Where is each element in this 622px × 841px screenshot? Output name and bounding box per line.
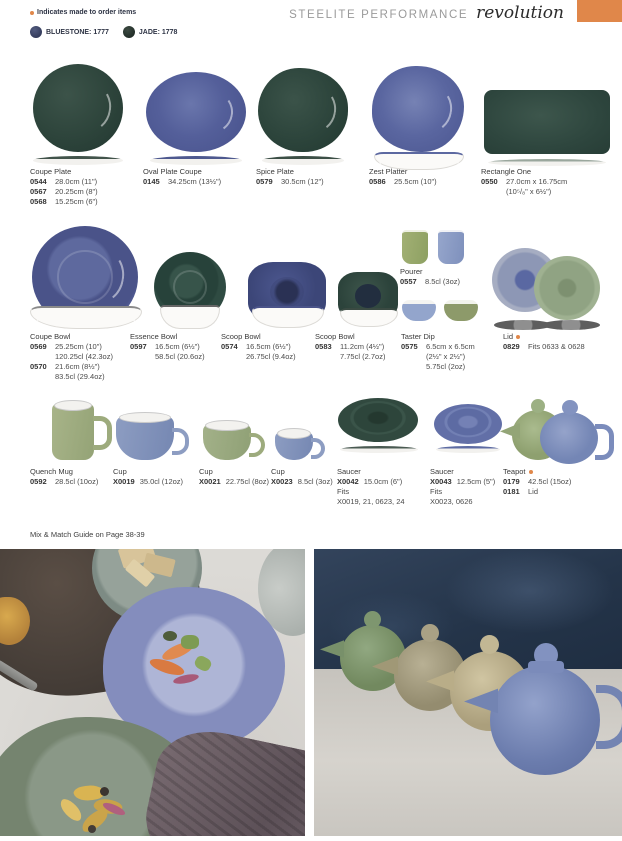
spec-text: 8.5cl (3oz) <box>297 477 333 486</box>
spec-text: Fits <box>430 487 443 496</box>
product-name <box>401 332 475 342</box>
spec-text: 35.0cl (12oz) <box>139 477 184 486</box>
teapot-blue-front <box>490 665 600 775</box>
spec-text: 15.25cm (6") <box>55 197 98 206</box>
spec-text: 58.5cl (20.6oz) <box>155 352 205 361</box>
spec-line <box>256 177 324 187</box>
product-name <box>256 167 324 177</box>
spec-line <box>30 477 98 487</box>
spec-line <box>337 497 405 507</box>
spec-text: 22.75cl (8oz) <box>225 477 270 486</box>
spec-line <box>30 342 113 352</box>
teapot-blue-front-neck <box>528 661 564 673</box>
name-text: Coupe Bowl <box>30 332 71 341</box>
product-cup-x0023 <box>271 467 333 487</box>
spec-code: 0569 <box>30 342 47 351</box>
spec-line <box>221 342 296 352</box>
spec-line <box>30 372 113 382</box>
spec-code: 0592 <box>30 477 47 486</box>
spec-line <box>401 362 475 372</box>
product-name <box>503 467 571 477</box>
spec-text: 16.5cm (6½") <box>155 342 200 351</box>
avocado <box>181 635 199 649</box>
spec-line <box>401 352 475 362</box>
pourer-blue-image <box>438 230 464 264</box>
spec-line <box>199 477 269 487</box>
bluestone-label: BLUESTONE: 1777 <box>46 28 109 36</box>
bowl-ring <box>173 270 208 304</box>
product-saucer-x0042 <box>337 467 405 507</box>
teapot-khaki-knob <box>421 624 439 642</box>
spec-text: X0023, 0626 <box>430 497 473 506</box>
spec-text: 28.5cl (10oz) <box>55 477 99 486</box>
spec-line <box>481 187 567 197</box>
name-text: Saucer <box>430 467 454 476</box>
name-text: Scoop Bowl <box>315 332 355 341</box>
spec-text: 34.25cm (13½") <box>168 177 222 186</box>
product-name <box>337 467 405 477</box>
spec-line <box>369 177 437 187</box>
spec-text: Fits 0633 & 0628 <box>528 342 585 351</box>
product-spice-plate <box>256 167 324 187</box>
product-name <box>130 332 205 342</box>
jade-label: JADE: 1778 <box>138 28 178 36</box>
product-quench-mug <box>30 467 98 487</box>
spec-text: 6.5cm x 6.5cm <box>426 342 475 351</box>
bowl-ring <box>57 250 112 303</box>
cup-x0023-image <box>275 432 313 460</box>
cup-x0019-image <box>116 416 174 460</box>
jade-swatch-icon <box>123 26 135 38</box>
product-name <box>30 467 98 477</box>
spec-code: X0043 <box>430 477 452 486</box>
spec-code: 0829 <box>503 342 520 351</box>
spec-text: 42.5cl (15oz) <box>528 477 572 486</box>
made-to-order-dot-icon <box>516 335 520 339</box>
spec-text: 7.75cl (2.7oz) <box>340 352 386 361</box>
name-text: Taster Dip <box>401 332 435 341</box>
teapot-green-back-knob <box>364 611 381 628</box>
brand-header <box>289 3 564 23</box>
olive <box>100 787 109 796</box>
oval-plate-image <box>146 72 246 152</box>
name-text: Coupe Plate <box>30 167 72 176</box>
spec-line <box>315 342 385 352</box>
spec-line <box>481 177 567 187</box>
name-text: Lid <box>503 332 514 341</box>
product-scoop-bowl-small <box>315 332 385 362</box>
spec-line <box>30 177 98 187</box>
spec-text: (10⁵/₈" x 6½") <box>506 187 552 196</box>
spec-code: 0583 <box>315 342 332 351</box>
spec-text: X0019, 21, 0623, 24 <box>337 497 405 506</box>
essence-bowl-side <box>160 305 220 329</box>
lid-side-right <box>542 320 600 330</box>
collection-name: revolution <box>476 3 564 23</box>
bowl-center <box>355 284 381 308</box>
spec-line <box>315 352 385 362</box>
spec-code: X0023 <box>271 477 293 486</box>
spec-line <box>503 477 571 487</box>
spec-line <box>130 342 205 352</box>
product-name <box>400 267 460 277</box>
spec-code: 0570 <box>30 362 47 371</box>
made-to-order-note <box>30 9 136 16</box>
product-teapot <box>503 467 571 497</box>
spec-code: X0021 <box>199 477 221 486</box>
spec-line <box>30 187 98 197</box>
rectangle-one-side <box>488 159 606 166</box>
spec-code: X0042 <box>337 477 359 486</box>
spec-text: 26.75cl (9.4oz) <box>246 352 296 361</box>
quench-mug-handle <box>93 416 112 450</box>
spec-line <box>401 342 475 352</box>
product-scoop-bowl <box>221 332 296 362</box>
product-coupe-bowl <box>30 332 113 382</box>
product-name <box>113 467 183 477</box>
spec-text: 83.5cl (29.4oz) <box>55 372 105 381</box>
saucer-x0042-side <box>340 446 418 453</box>
spec-text: Fits <box>337 487 350 496</box>
spec-text: 28.0cm (11") <box>55 177 98 186</box>
spec-line <box>337 477 405 487</box>
product-saucer-x0043 <box>430 467 495 507</box>
spec-code: 0586 <box>369 177 386 186</box>
cup-x0023-handle <box>311 438 325 459</box>
spec-text: 27.0cm x 16.75cm <box>506 177 568 186</box>
scoop-bowl-side <box>252 306 324 328</box>
spec-line <box>271 477 333 487</box>
color-legend <box>30 26 177 38</box>
made-to-order-dot-icon <box>529 470 533 474</box>
coupe-plate-side <box>33 156 123 165</box>
spec-text: Lid <box>528 487 539 496</box>
pasta <box>56 797 85 823</box>
spec-code: 0550 <box>481 177 498 186</box>
taster-dip-blue-image <box>402 300 436 321</box>
legend-jade <box>123 26 178 38</box>
product-name <box>30 332 113 342</box>
product-rectangle-one <box>481 167 567 197</box>
spec-code: 0568 <box>30 197 47 206</box>
spec-line <box>400 277 460 287</box>
made-to-order-dot-icon <box>30 11 34 15</box>
cup-x0021-image <box>203 424 251 460</box>
herb <box>163 631 177 641</box>
spec-code: 0145 <box>143 177 160 186</box>
teapot-green-knob <box>531 399 545 413</box>
pourer-green-image <box>402 230 428 264</box>
product-name <box>430 467 495 477</box>
product-cup-x0021 <box>199 467 269 487</box>
name-text: Cup <box>199 467 213 476</box>
spec-line <box>30 197 98 207</box>
spec-line <box>503 487 571 497</box>
product-cup-x0019 <box>113 467 183 487</box>
name-text: Oval Plate Coupe <box>143 167 202 176</box>
name-text: Spice Plate <box>256 167 294 176</box>
spec-line <box>430 477 495 487</box>
bluestone-swatch-icon <box>30 26 42 38</box>
saucer-x0043-image <box>434 404 502 444</box>
spec-code: X0019 <box>113 477 135 486</box>
product-name <box>199 467 269 477</box>
name-text: Quench Mug <box>30 467 73 476</box>
product-zest-platter <box>369 167 437 187</box>
spec-code: 0181 <box>503 487 520 496</box>
product-name <box>221 332 296 342</box>
coupe-plate-image <box>33 64 123 152</box>
name-text: Saucer <box>337 467 361 476</box>
name-text: Pourer <box>400 267 423 276</box>
name-text: Cup <box>271 467 285 476</box>
spec-text: 25.25cm (10") <box>55 342 102 351</box>
saucer-x0042-image <box>338 398 418 442</box>
spice-plate-side <box>262 156 344 165</box>
spec-line <box>503 342 585 352</box>
teapot-blue-image <box>540 412 598 464</box>
product-coupe-plate <box>30 167 98 207</box>
spec-code: 0597 <box>130 342 147 351</box>
spec-text: 20.25cm (8") <box>55 187 98 196</box>
spec-text: 120.25cl (42.3oz) <box>55 352 113 361</box>
teapot-blue-front-handle <box>596 685 622 749</box>
legend-bluestone <box>30 26 109 38</box>
product-name <box>315 332 385 342</box>
product-name <box>369 167 437 177</box>
spec-text: (2½" x 2½") <box>426 352 466 361</box>
spec-code: 0579 <box>256 177 273 186</box>
product-name <box>503 332 585 342</box>
product-name <box>30 167 98 177</box>
spec-code: 0575 <box>401 342 418 351</box>
spec-text: 16.5cm (6½") <box>246 342 291 351</box>
spec-line <box>430 487 495 497</box>
spec-line <box>30 352 113 362</box>
product-essence-bowl <box>130 332 205 362</box>
bowl-center <box>270 277 304 307</box>
mix-match-note: Mix & Match Guide on Page 38-39 <box>30 530 145 539</box>
product-name <box>143 167 221 177</box>
teapot-cream-knob <box>480 635 499 654</box>
spec-line <box>143 177 221 187</box>
made-to-order-text: Indicates made to order items <box>37 9 137 16</box>
product-name <box>481 167 567 177</box>
teapot-green-spout <box>500 422 520 440</box>
name-text: Zest Platter <box>369 167 408 176</box>
spec-code: 0574 <box>221 342 238 351</box>
taster-dip-green-image <box>444 300 478 321</box>
avocado <box>193 654 213 673</box>
rectangle-one-image <box>484 90 610 154</box>
brand-name: STEELITE PERFORMANCE <box>289 9 469 21</box>
product-pourer <box>400 267 460 287</box>
lid-green-image <box>534 256 600 320</box>
spec-line <box>113 477 183 487</box>
product-oval-plate-coupe <box>143 167 221 187</box>
spec-text: 12.5cm (5") <box>456 477 496 486</box>
teapot-blue-handle <box>595 424 614 460</box>
spec-code: 0557 <box>400 277 417 286</box>
name-text: Rectangle One <box>481 167 532 176</box>
teapot-blue-knob <box>562 400 578 415</box>
zest-platter-image <box>372 66 464 152</box>
quench-mug-image <box>52 404 94 460</box>
spec-text: 11.2cm (4½") <box>340 342 385 351</box>
spec-text: 15.0cm (6") <box>363 477 403 486</box>
spec-text: 25.5cm (10") <box>394 177 437 186</box>
spec-text: 8.5cl (3oz) <box>425 277 461 286</box>
food-photo <box>0 549 305 836</box>
spec-line <box>130 352 205 362</box>
spec-line <box>337 487 405 497</box>
name-text: Scoop Bowl <box>221 332 261 341</box>
spec-text: 21.6cm (8½") <box>55 362 100 371</box>
teapots-photo <box>314 549 622 836</box>
name-text: Cup <box>113 467 127 476</box>
product-name <box>271 467 333 477</box>
spec-code: 0179 <box>503 477 520 486</box>
scoop-bowl-small-side <box>340 308 398 327</box>
coupe-bowl-side <box>30 306 142 329</box>
cup-x0019-handle <box>172 428 189 455</box>
spec-text: 30.5cm (12") <box>281 177 324 186</box>
name-text: Teapot <box>503 467 526 476</box>
name-text: Essence Bowl <box>130 332 178 341</box>
spice-plate-image <box>258 68 348 152</box>
olive <box>88 825 96 833</box>
product-lid <box>503 332 585 352</box>
spec-code: 0567 <box>30 187 47 196</box>
product-taster-dip <box>401 332 475 372</box>
cup-x0021-handle <box>249 433 265 457</box>
spec-line <box>221 352 296 362</box>
saucer-x0043-side <box>436 446 500 453</box>
corner-accent-block <box>577 0 622 22</box>
spec-line <box>430 497 495 507</box>
oval-plate-side <box>150 156 242 165</box>
spec-text: 5.75cl (2oz) <box>426 362 466 371</box>
spec-code: 0544 <box>30 177 47 186</box>
spec-line <box>30 362 113 372</box>
